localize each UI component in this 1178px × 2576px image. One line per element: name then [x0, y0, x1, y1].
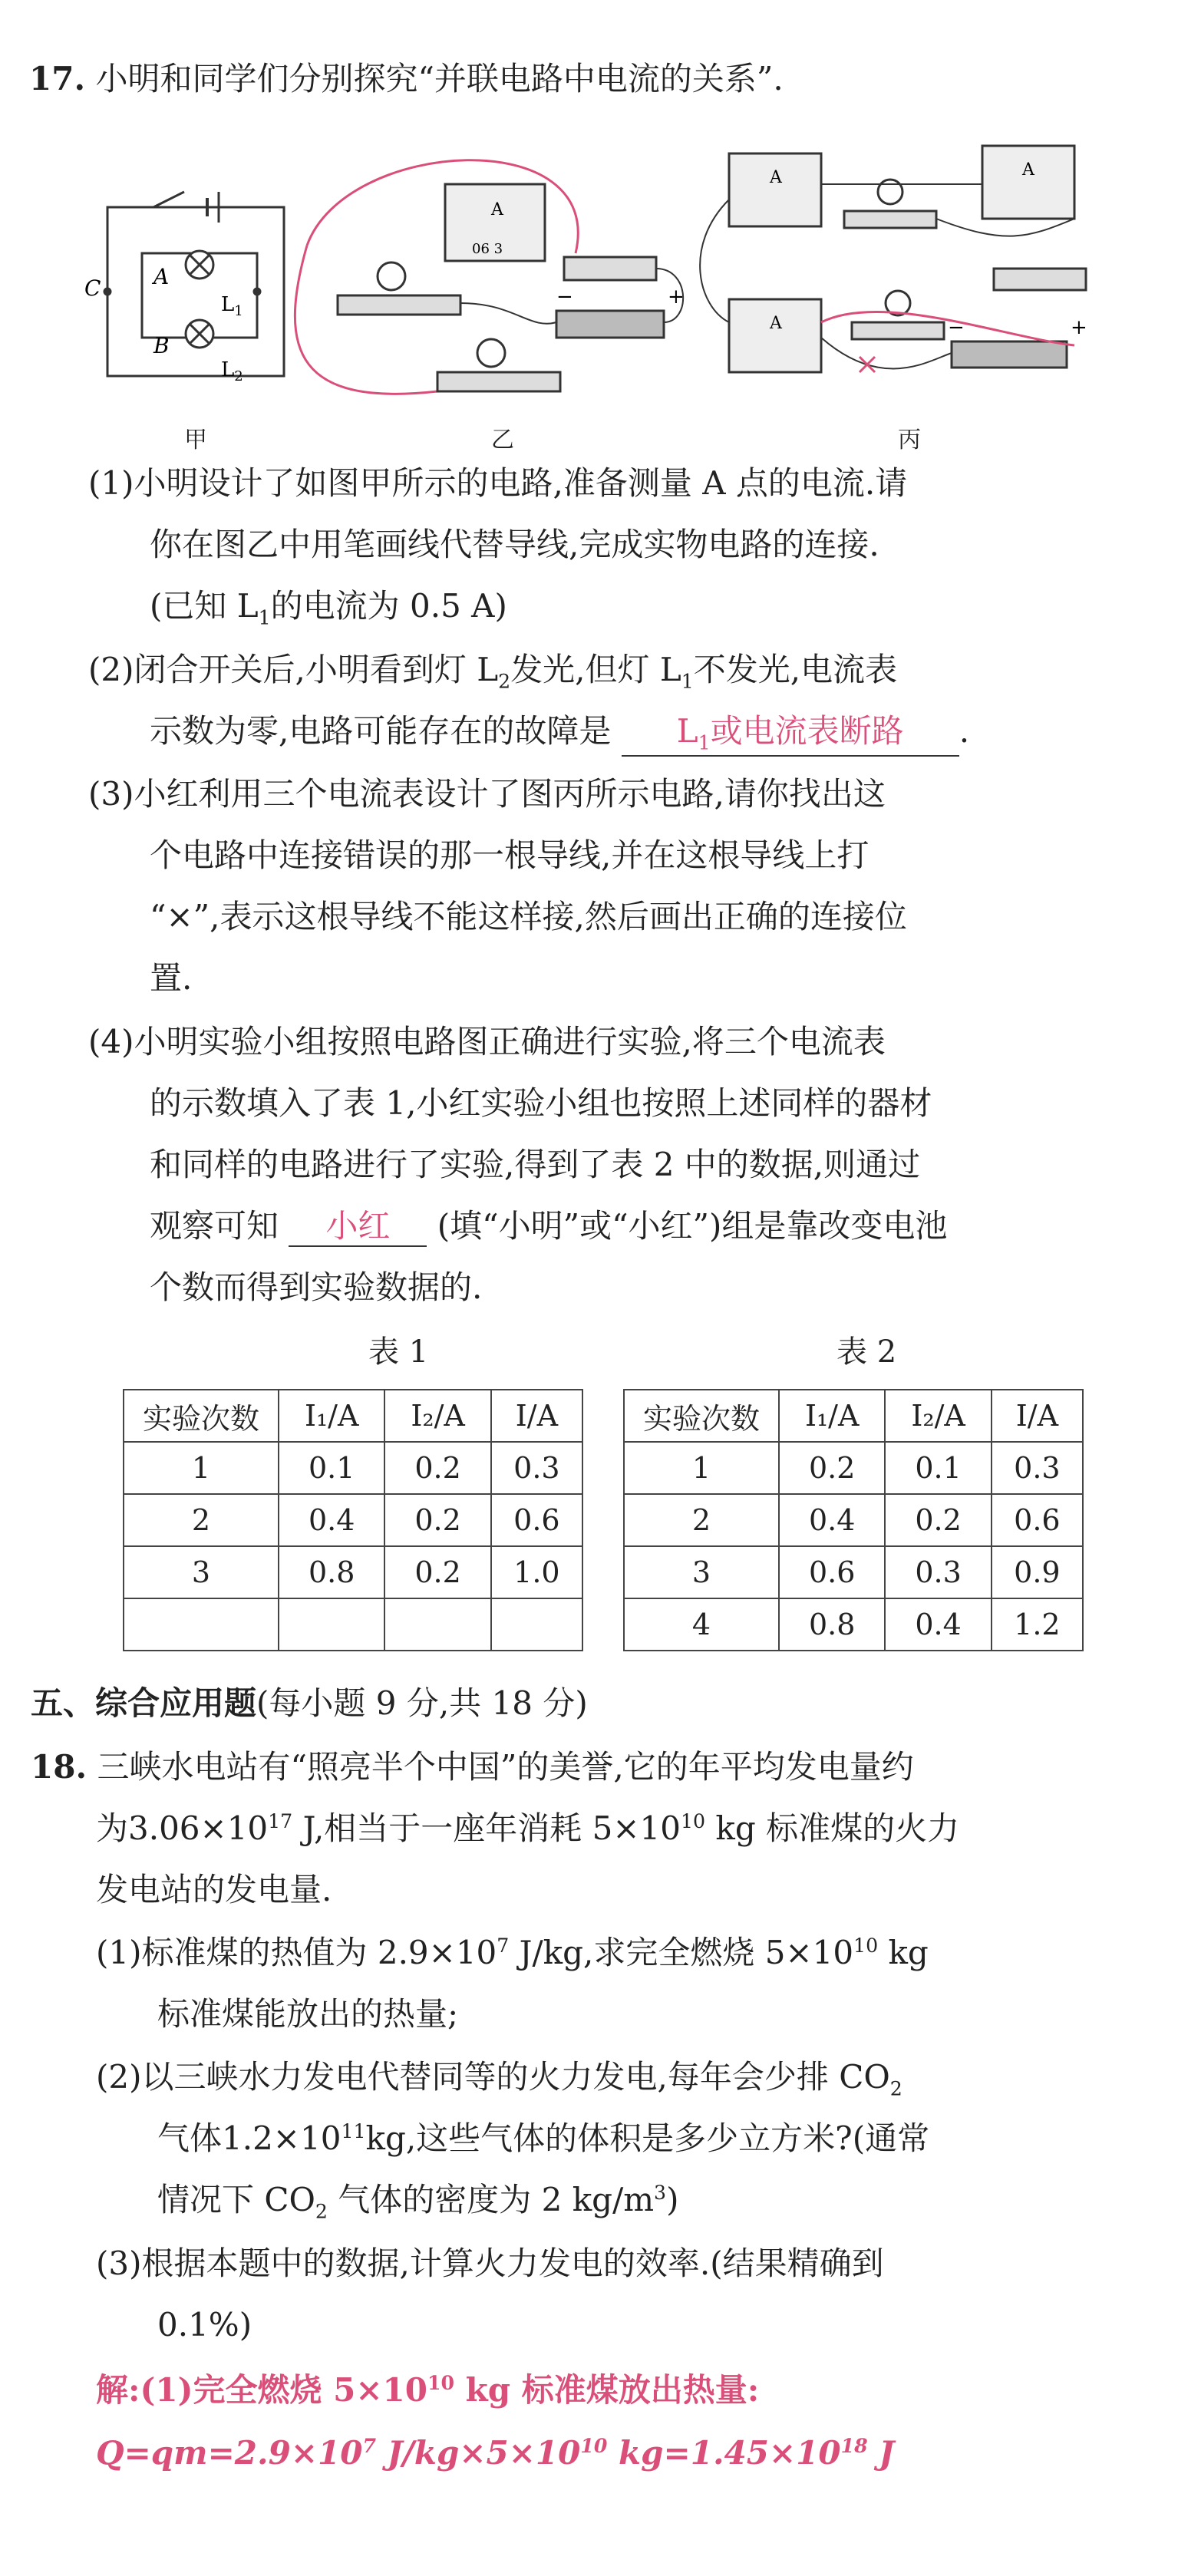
lamp-base-L1 [338, 295, 460, 315]
circuit-figures [84, 138, 1113, 437]
table-row [624, 1598, 1083, 1651]
table1-header-row [124, 1390, 582, 1442]
q17-part1-line3: (已知 $L_1$的电流为 0.5 A) [150, 587, 507, 629]
q18-solution-line2: $Q=qm=2.9\times 10^7$ $J/kg\times 5\times 10^{10}$ $kg=1.45\times 10^{18}$ J [96, 2434, 895, 2472]
figure-label-jia: 甲 [184, 427, 207, 454]
q17-part3-line1: (3)小红利用三个电流表设计了图丙所示电路,请你找出这 [88, 775, 886, 813]
table-cell: 0.2 [885, 1494, 991, 1546]
section5-note: (每小题 9 分,共 18 分) [256, 1684, 588, 1722]
ammeter-bing-1-label: A [770, 168, 782, 187]
table-cell: 0.6 [992, 1494, 1083, 1546]
table-cell [491, 1598, 582, 1651]
table-header-cell: I₂/A [885, 1390, 991, 1442]
table-header-cell: 实验次数 [124, 1390, 279, 1442]
label-L1: $L_1$ [221, 293, 243, 319]
wrong-wire-cross [860, 357, 875, 372]
table-cell: 2 [124, 1494, 279, 1546]
table-cell [124, 1598, 279, 1651]
table-cell: 0.2 [384, 1546, 490, 1598]
lamp-L2 [477, 339, 505, 367]
table-header-cell: 实验次数 [624, 1390, 779, 1442]
table-row [124, 1494, 582, 1546]
q18-line1-text: 三峡水电站有“照亮半个中国”的美誉,它的年平均发电量约 [97, 1748, 914, 1786]
q18-number: 18. [31, 1748, 87, 1786]
table-row [624, 1442, 1083, 1494]
table-cell: 0.8 [279, 1546, 384, 1598]
q17-title [29, 60, 784, 98]
table-cell: 0.2 [779, 1442, 885, 1494]
q18-line2: 为$3.06\times 10^{17}$ J,相当于一座年消耗 $5\times 10^{10}$ kg 标准煤的火力 [96, 1809, 960, 1847]
table-cell: 4 [624, 1598, 779, 1651]
q18-part3-line1: (3)根据本题中的数据,计算火力发电的效率.(结果精确到 [96, 2245, 884, 2282]
table-cell [384, 1598, 490, 1651]
table-cell: 1.0 [491, 1546, 582, 1598]
q18-part1-line2: 标准煤能放出的热量; [157, 1995, 459, 2033]
table-cell: 0.3 [885, 1546, 991, 1598]
q17-part3-line4: 置. [150, 959, 193, 997]
q17-part4-answer-blank: 小红 [289, 1207, 427, 1247]
switch-bing [994, 269, 1086, 290]
label-A: A [153, 264, 170, 289]
q17-part3-line2: 个电路中连接错误的那一根导线,并在这根导线上打 [150, 836, 869, 874]
q17-part4-line2: 的示数填入了表 1,小红实验小组也按照上述同样的器材 [150, 1084, 932, 1122]
table2-caption: 表 2 [836, 1334, 897, 1370]
table-header-cell: I/A [992, 1390, 1083, 1442]
q18-line1 [31, 1748, 914, 1786]
schematic-jia [104, 192, 284, 376]
table-cell: 0.1 [279, 1442, 384, 1494]
table-row [124, 1546, 582, 1598]
section5-header [31, 1684, 588, 1723]
q17-part1-line1: (1)小明设计了如图甲所示的电路,准备测量 A 点的电流.请 [88, 464, 908, 502]
table-cell: 0.6 [491, 1494, 582, 1546]
ammeter-yi-scale: 06 3 [472, 241, 503, 257]
table2-header-row [624, 1390, 1083, 1442]
ammeter-bing-2-label: A [1022, 160, 1034, 180]
q18-part3-line2: 0.1%) [157, 2306, 252, 2343]
table-cell [279, 1598, 384, 1651]
battery-bing [952, 341, 1067, 368]
table-cell: 1 [124, 1442, 279, 1494]
q18-solution-line1: 解:(1)完全燃烧 $5\times 10^{10}$ kg 标准煤放出热量: [96, 2371, 760, 2409]
q17-part4-line5: 个数而得到实验数据的. [150, 1268, 483, 1306]
q18-part2-line3: 情况下 $CO_2$ 气体的密度为 2 $kg/m^3$) [157, 2181, 679, 2223]
lamp-bing-L1 [878, 180, 902, 204]
ammeter-bing-1 [729, 153, 821, 226]
q17-part2-answer-blank: $L_1$或电流表断路 [622, 712, 959, 757]
table-cell: 0.6 [779, 1546, 885, 1598]
table-header-cell: I₁/A [779, 1390, 885, 1442]
switch-yi [564, 257, 656, 280]
battery-yi [556, 311, 664, 338]
q17-part3-line3: “×”,表示这根导线不能这样接,然后画出正确的连接位 [150, 898, 907, 935]
physical-circuit-yi [295, 160, 684, 394]
label-L2: $L_2$ [221, 358, 243, 384]
q17-title-text: 小明和同学们分别探究“并联电路中电流的关系”. [95, 60, 784, 97]
q17-part4-line3: 和同样的电路进行了实验,得到了表 2 中的数据,则通过 [150, 1146, 921, 1183]
q18-part2-line1: (2)以三峡水力发电代替同等的火力发电,每年会少排 $CO_2$ [96, 2058, 902, 2100]
battery-bing-plus: + [1071, 316, 1087, 339]
table-row [124, 1598, 582, 1651]
table2 [623, 1389, 1084, 1651]
battery-yi-plus: + [668, 285, 685, 308]
table-header-cell: I/A [491, 1390, 582, 1442]
table-cell: 1 [624, 1442, 779, 1494]
section5-title: 五、综合应用题 [31, 1684, 257, 1722]
table-row [124, 1442, 582, 1494]
table-cell: 0.3 [491, 1442, 582, 1494]
ammeter-bing-2 [982, 146, 1074, 219]
q17-part4-line1: (4)小明实验小组按照电路图正确进行实验,将三个电流表 [88, 1023, 886, 1060]
label-C: C [84, 275, 101, 301]
battery-bing-minus: − [948, 316, 965, 339]
table1-caption: 表 1 [368, 1334, 429, 1370]
q18-part2-line2: 气体$1.2\times 10^{11}kg$,这些气体的体积是多少立方米?(通常 [157, 2119, 930, 2157]
ammeter-yi-label: A [491, 200, 503, 219]
label-B: B [153, 333, 170, 358]
lamp-L1 [378, 262, 405, 290]
table-row [624, 1494, 1083, 1546]
table-header-cell: I₁/A [279, 1390, 384, 1442]
q17-part2-line2: 示数为零,电路可能存在的故障是 $L_1$或电流表断路 . [150, 712, 969, 757]
physical-circuit-bing [700, 146, 1087, 372]
table-cell: 3 [624, 1546, 779, 1598]
table-cell: 0.4 [885, 1598, 991, 1651]
table-cell: 0.4 [279, 1494, 384, 1546]
q17-part1-line2: 你在图乙中用笔画线代替导线,完成实物电路的连接. [150, 526, 879, 563]
table-cell: 0.3 [992, 1442, 1083, 1494]
table-header-cell: I₂/A [384, 1390, 490, 1442]
table-cell: 0.2 [384, 1442, 490, 1494]
figure-label-yi: 乙 [491, 427, 514, 454]
q17-part2-line1: (2)闭合开关后,小明看到灯 $L_2$发光,但灯 $L_1$不发光,电流表 [88, 651, 898, 693]
q17-part4-line4: 观察可知 小红 (填“小明”或“小红”)组是靠改变电池 [150, 1207, 947, 1247]
table-cell: 0.8 [779, 1598, 885, 1651]
lamp-base-L2 [437, 372, 560, 391]
battery-yi-minus: − [556, 285, 573, 308]
ammeter-bing-3-label: A [770, 314, 782, 333]
table-cell: 0.2 [384, 1494, 490, 1546]
q18-line3: 发电站的发电量. [96, 1871, 332, 1908]
q18-part1-line1: (1)标准煤的热值为 $2.9\times 10^7$ J/kg,求完全燃烧 $5\times 10^{10}$ kg [96, 1934, 929, 1971]
table-cell: 0.1 [885, 1442, 991, 1494]
q17-number: 17. [29, 60, 86, 97]
table-cell: 3 [124, 1546, 279, 1598]
figure-label-bing: 丙 [898, 427, 921, 454]
table-cell: 2 [624, 1494, 779, 1546]
ammeter-bing-3 [729, 299, 821, 372]
table-cell: 1.2 [992, 1598, 1083, 1651]
table-cell: 0.9 [992, 1546, 1083, 1598]
table-cell: 0.4 [779, 1494, 885, 1546]
table1 [123, 1389, 583, 1651]
table-row [624, 1546, 1083, 1598]
